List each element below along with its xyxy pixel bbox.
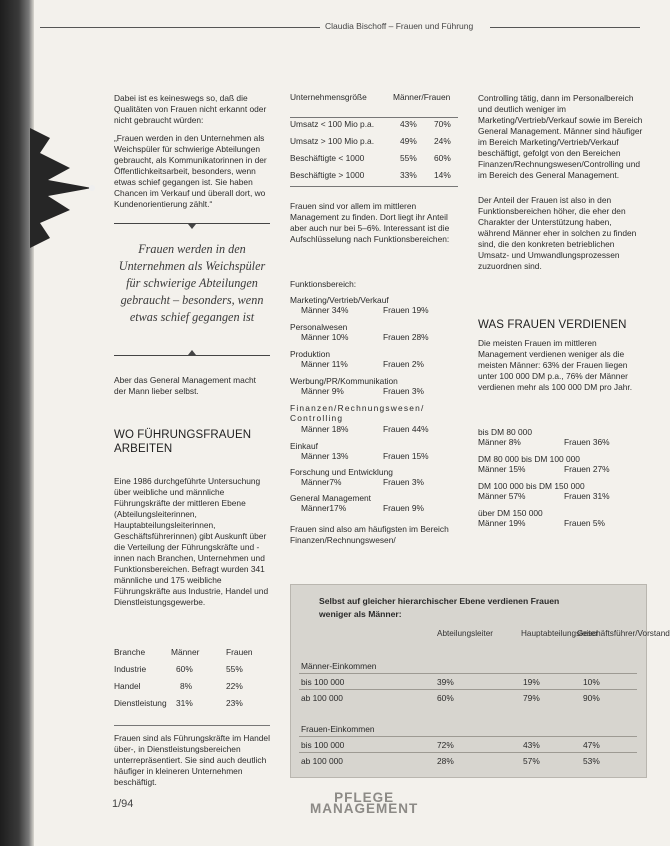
section-heading: WAS FRAUEN VERDIENEN bbox=[478, 319, 627, 331]
table-cell: Beschäftigte > 1000 bbox=[290, 170, 365, 180]
box-cell: 53% bbox=[583, 756, 600, 766]
table-cell: 14% bbox=[434, 170, 451, 180]
box-cell: 72% bbox=[437, 740, 454, 750]
function-area-name: Werbung/PR/Kommunikation bbox=[290, 376, 398, 386]
function-area-men: Männer 10% bbox=[301, 332, 349, 342]
function-area-name: Personalwesen bbox=[290, 322, 348, 332]
column-left-continued bbox=[114, 375, 270, 404]
table-cell: Handel bbox=[114, 681, 141, 691]
income-men: Männer 57% bbox=[478, 491, 526, 501]
table-rule bbox=[290, 186, 458, 187]
column-right bbox=[478, 93, 644, 279]
function-area-women: Frauen 3% bbox=[383, 386, 424, 396]
function-area-women: Frauen 28% bbox=[383, 332, 429, 342]
table-cell: Beschäftigte < 1000 bbox=[290, 153, 365, 163]
box-caption bbox=[319, 595, 559, 621]
table-header: Männer bbox=[171, 647, 200, 657]
pull-quote-bottom-rule bbox=[114, 355, 270, 356]
box-cell: ab 100 000 bbox=[301, 693, 343, 703]
salary-comparison-box bbox=[290, 584, 670, 778]
page-number: 1/94 bbox=[112, 798, 134, 810]
magazine-logo bbox=[310, 792, 418, 814]
table-cell: 55% bbox=[400, 153, 417, 163]
function-area-men: Männer 9% bbox=[301, 386, 344, 396]
pull-quote: Frauen werden in den Unternehmen als Weichspüler für schwierige Abteilungen gebraucht – besonders, wenn etwas schief gegangen ist bbox=[118, 242, 266, 324]
box-cell: 43% bbox=[523, 740, 540, 750]
income-women: Frauen 27% bbox=[564, 464, 610, 474]
income-men: Männer 8% bbox=[478, 437, 521, 447]
table-cell: 23% bbox=[226, 698, 243, 708]
function-area-men: Männer 11% bbox=[301, 359, 348, 369]
function-area-women: Frauen 44% bbox=[383, 424, 429, 434]
industry-table bbox=[114, 647, 274, 717]
box-caption-line: weniger als Männer: bbox=[319, 609, 402, 619]
box-rule bbox=[299, 736, 637, 737]
table-cell: 55% bbox=[226, 664, 243, 674]
table-rule bbox=[290, 117, 458, 118]
pull-quote-top-marker bbox=[188, 224, 196, 229]
decorative-waveform-graphic bbox=[30, 118, 100, 258]
box-cell: ab 100 000 bbox=[301, 756, 343, 766]
box-cell: 39% bbox=[437, 677, 454, 687]
column-right-body bbox=[478, 338, 644, 400]
column-left-closing bbox=[114, 733, 270, 795]
box-cell: 60% bbox=[437, 693, 454, 703]
income-men: Männer 19% bbox=[478, 518, 526, 528]
paragraph: Eine 1986 durchgeführte Untersuchung über weibliche und männliche Führungskräfte der mittleren Ebene (Abteilungsleiterinnen, Hauptabteilungsleiterinnen, Geschäftsführerinnen) gibt Auskunft über die Verteilung der Führungskräfte und -innen nach Branchen, Unternehmen und Funktionsbereichen. Befragt wurden 341 männliche und 175 weibliche Führungskräfte aus Industrie, Handel und Dienstleistungsgewerbe. bbox=[114, 476, 269, 607]
income-range: bis DM 80 000 bbox=[478, 427, 532, 437]
column-middle-closing bbox=[290, 524, 458, 553]
paragraph: Controlling tätig, dann im Personalbereich und deutlich weniger im Marketing/Vertrieb/Verkauf sowie im Bereich General Management. Männer sind häufiger im Bereich Marketing/Vertrieb/Verkauf beschäftigt, gefolgt von den Bereichen Finanzen/Rechnungswesen/Controlling und im Bereich des General Management. bbox=[478, 93, 643, 180]
column-middle bbox=[290, 201, 458, 252]
function-area-women: Frauen 19% bbox=[383, 305, 429, 315]
table-cell: 60% bbox=[176, 664, 193, 674]
income-women: Frauen 31% bbox=[564, 491, 610, 501]
paragraph: Frauen sind als Führungskräfte im Handel über-, in Dienstleistungsbereichen unterrepräsentiert. Sie sind auch deutlich häufiger in kleineren Unternehmen beschäftigt. bbox=[114, 733, 270, 787]
table-cell: 31% bbox=[176, 698, 193, 708]
paragraph: Frauen sind also am häufigsten im Bereich Finanzen/Rechnungswesen/ bbox=[290, 524, 449, 545]
box-rule bbox=[299, 673, 637, 674]
income-women: Frauen 5% bbox=[564, 518, 605, 528]
income-range: DM 100 000 bis DM 150 000 bbox=[478, 481, 585, 491]
table-cell: 22% bbox=[226, 681, 243, 691]
table-header: Männer/Frauen bbox=[393, 92, 451, 102]
paragraph: Die meisten Frauen im mittleren Management verdienen weniger als die meisten Männer: 63% der Frauen liegen unter 100 000 DM p.a., 76% der Männer verdienen mehr als 100 000 DM pro Jahr. bbox=[478, 338, 633, 392]
table-cell: Umsatz < 100 Mio p.a. bbox=[290, 119, 375, 129]
running-header-title: Claudia Bischoff – Frauen und Führung bbox=[325, 21, 474, 31]
running-header bbox=[40, 18, 640, 38]
table-cell: 24% bbox=[434, 136, 451, 146]
function-area-name: Marketing/Vertrieb/Verkauf bbox=[290, 295, 389, 305]
table-cell: 8% bbox=[180, 681, 193, 691]
function-area-men: Männer7% bbox=[301, 477, 342, 487]
box-cell: 47% bbox=[583, 740, 600, 750]
table-header: Branche bbox=[114, 647, 146, 657]
income-women: Frauen 36% bbox=[564, 437, 610, 447]
quotation-paragraph: „Frauen werden in den Unternehmen als Weichspüler für schwierige Abteilungen gebraucht, als Kommunikatorinnen in der Öffentlichkeitsarbeit, besonders, wenn etwas schief gegangen ist. Sie haben Chancen im Verkauf und überall dort, wo Kundenorientierung zählt.“ bbox=[114, 133, 267, 209]
function-area-men: Männer 34% bbox=[301, 305, 349, 315]
table-rule bbox=[114, 725, 270, 726]
paragraph: Aber das General Management macht der Mann lieber selbst. bbox=[114, 375, 256, 396]
function-area-name: General Management bbox=[290, 493, 372, 503]
table-cell: Dienstleistung bbox=[114, 698, 167, 708]
table-cell: 60% bbox=[434, 153, 451, 163]
box-rule bbox=[299, 752, 637, 753]
box-group-title: Frauen-Einkommen bbox=[301, 724, 375, 734]
function-area-women: Frauen 9% bbox=[383, 503, 424, 513]
table-cell: 43% bbox=[400, 119, 417, 129]
paragraph: Frauen sind vor allem im mittleren Management zu finden. Dort liegt ihr Anteil aber auch nur bei 5–6%. Interessant ist die Aufschlüsselung nach Funktionsbereichen: bbox=[290, 201, 450, 244]
section-heading: WO FÜHRUNGSFRAUEN ARBEITEN bbox=[114, 429, 252, 455]
column-left-body bbox=[114, 476, 270, 615]
table-header: Frauen bbox=[226, 647, 253, 657]
box-cell: 10% bbox=[583, 677, 600, 687]
income-range: über DM 150 000 bbox=[478, 508, 543, 518]
function-area-men: Männer 18% bbox=[301, 424, 349, 434]
box-group-title: Männer-Einkommen bbox=[301, 661, 377, 671]
box-cell: bis 100 000 bbox=[301, 740, 345, 750]
table-cell: Umsatz > 100 Mio p.a. bbox=[290, 136, 375, 146]
box-caption-line: Selbst auf gleicher hierarchischer Ebene verdienen Frauen bbox=[319, 596, 560, 606]
box-column-header: Abteilungsleiter bbox=[437, 629, 493, 638]
table-cell: 49% bbox=[400, 136, 417, 146]
function-area-name: Produktion bbox=[290, 349, 331, 359]
table-cell: 33% bbox=[400, 170, 417, 180]
function-area-women: Frauen 15% bbox=[383, 451, 429, 461]
box-cell: 90% bbox=[583, 693, 600, 703]
function-area-name: Finanzen/Rechnungswesen/ Controlling bbox=[290, 403, 425, 423]
table-header: Unternehmensgröße bbox=[290, 92, 367, 102]
magazine-logo-bottom: MANAGEMENT bbox=[310, 801, 419, 816]
function-area-men: Männer 13% bbox=[301, 451, 349, 461]
income-range: DM 80 000 bis DM 100 000 bbox=[478, 454, 580, 464]
box-cell: 28% bbox=[437, 756, 454, 766]
box-column-header: Geschäftsführer/Vorstand bbox=[577, 629, 670, 638]
paragraph: Der Anteil der Frauen ist also in den Funktionsbereichen höher, die eher den Charakter der Unterstützung haben, während Männer eher in solchen zu finden sind, die den konkreten betrieblichen Umsatz- und Umwandlungsprozessen zuzuordnen sind. bbox=[478, 195, 637, 271]
box-cell: 79% bbox=[523, 693, 540, 703]
box-cell: 19% bbox=[523, 677, 540, 687]
function-area-women: Frauen 2% bbox=[383, 359, 424, 369]
income-men: Männer 15% bbox=[478, 464, 526, 474]
table-cell: Industrie bbox=[114, 664, 147, 674]
function-area-list bbox=[290, 295, 460, 513]
column-left bbox=[114, 93, 270, 217]
paragraph: Dabei ist es keineswegs so, daß die Qualitäten von Frauen nicht erkannt oder nicht gebraucht würden: bbox=[114, 93, 267, 125]
box-rule bbox=[299, 689, 637, 690]
income-bracket-list bbox=[478, 427, 644, 539]
function-area-name: Einkauf bbox=[290, 441, 318, 451]
function-area-men: Männer17% bbox=[301, 503, 347, 513]
function-area-women: Frauen 3% bbox=[383, 477, 424, 487]
function-area-title: Funktionsbereich: bbox=[290, 279, 357, 289]
table-cell: 70% bbox=[434, 119, 451, 129]
magazine-logo-top: PFLEGE bbox=[334, 790, 395, 805]
box-column-header: Hauptabteilungsleiter bbox=[521, 629, 598, 638]
box-cell: 57% bbox=[523, 756, 540, 766]
page-binding-edge bbox=[0, 0, 34, 846]
box-cell: bis 100 000 bbox=[301, 677, 345, 687]
function-area-name: Forschung und Entwicklung bbox=[290, 467, 393, 477]
company-size-rows bbox=[290, 119, 460, 181]
